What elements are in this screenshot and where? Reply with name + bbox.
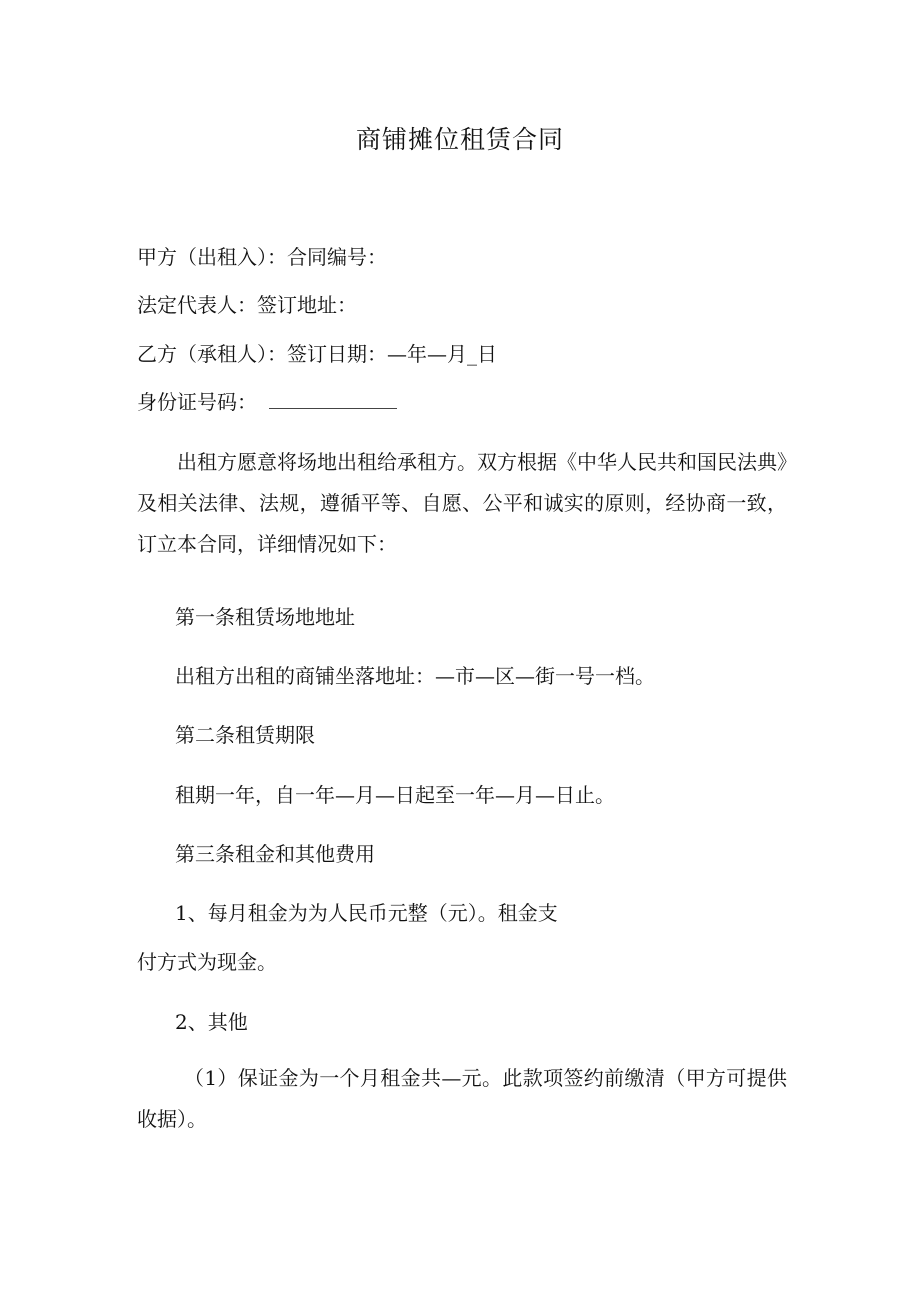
legal-representative-line: 法定代表人：签订地址： — [137, 293, 357, 317]
article-1-heading: 第一条租赁场地地址 — [175, 605, 355, 629]
party-a-line: 甲方（出租入）：合同编号： — [137, 245, 387, 269]
intro-paragraph: 出租方愿意将场地出租给承租方。双方根据《中华人民共和国民法典》及相关法律、法规，遵循平等、自愿、公平和诚实的原则，经协商一致，订立本合同，详细情况如下： — [137, 450, 787, 556]
article-2-heading: 第二条租赁期限 — [175, 723, 315, 747]
article-3-item-1-line-1: 1、每月租金为为人民币元整（元）。租金支 — [175, 901, 558, 925]
id-number-line — [137, 390, 397, 414]
party-b-line: 乙方（承租人）：签订日期：—年—月_日 — [137, 342, 497, 366]
article-1-text: 出租方出租的商铺坐落地址：—市—区—街一号一档。 — [175, 664, 655, 688]
id-number-blank — [269, 390, 397, 409]
article-3-heading: 第三条租金和其他费用 — [175, 842, 375, 866]
article-3-item-2: 2、其他 — [175, 1010, 248, 1034]
article-3-item-2-1: （1）保证金为一个月租金共—元。此款项签约前缴清（甲方可提供收据）。 — [137, 1066, 787, 1131]
article-2-text: 租期一年，自一年—月—日起至一年—月—日止。 — [175, 783, 615, 807]
id-number-label: 身份证号码： — [137, 390, 257, 414]
document-title: 商铺摊位租赁合同 — [355, 125, 564, 154]
article-3-item-1-line-2: 付方式为现金。 — [137, 950, 277, 974]
